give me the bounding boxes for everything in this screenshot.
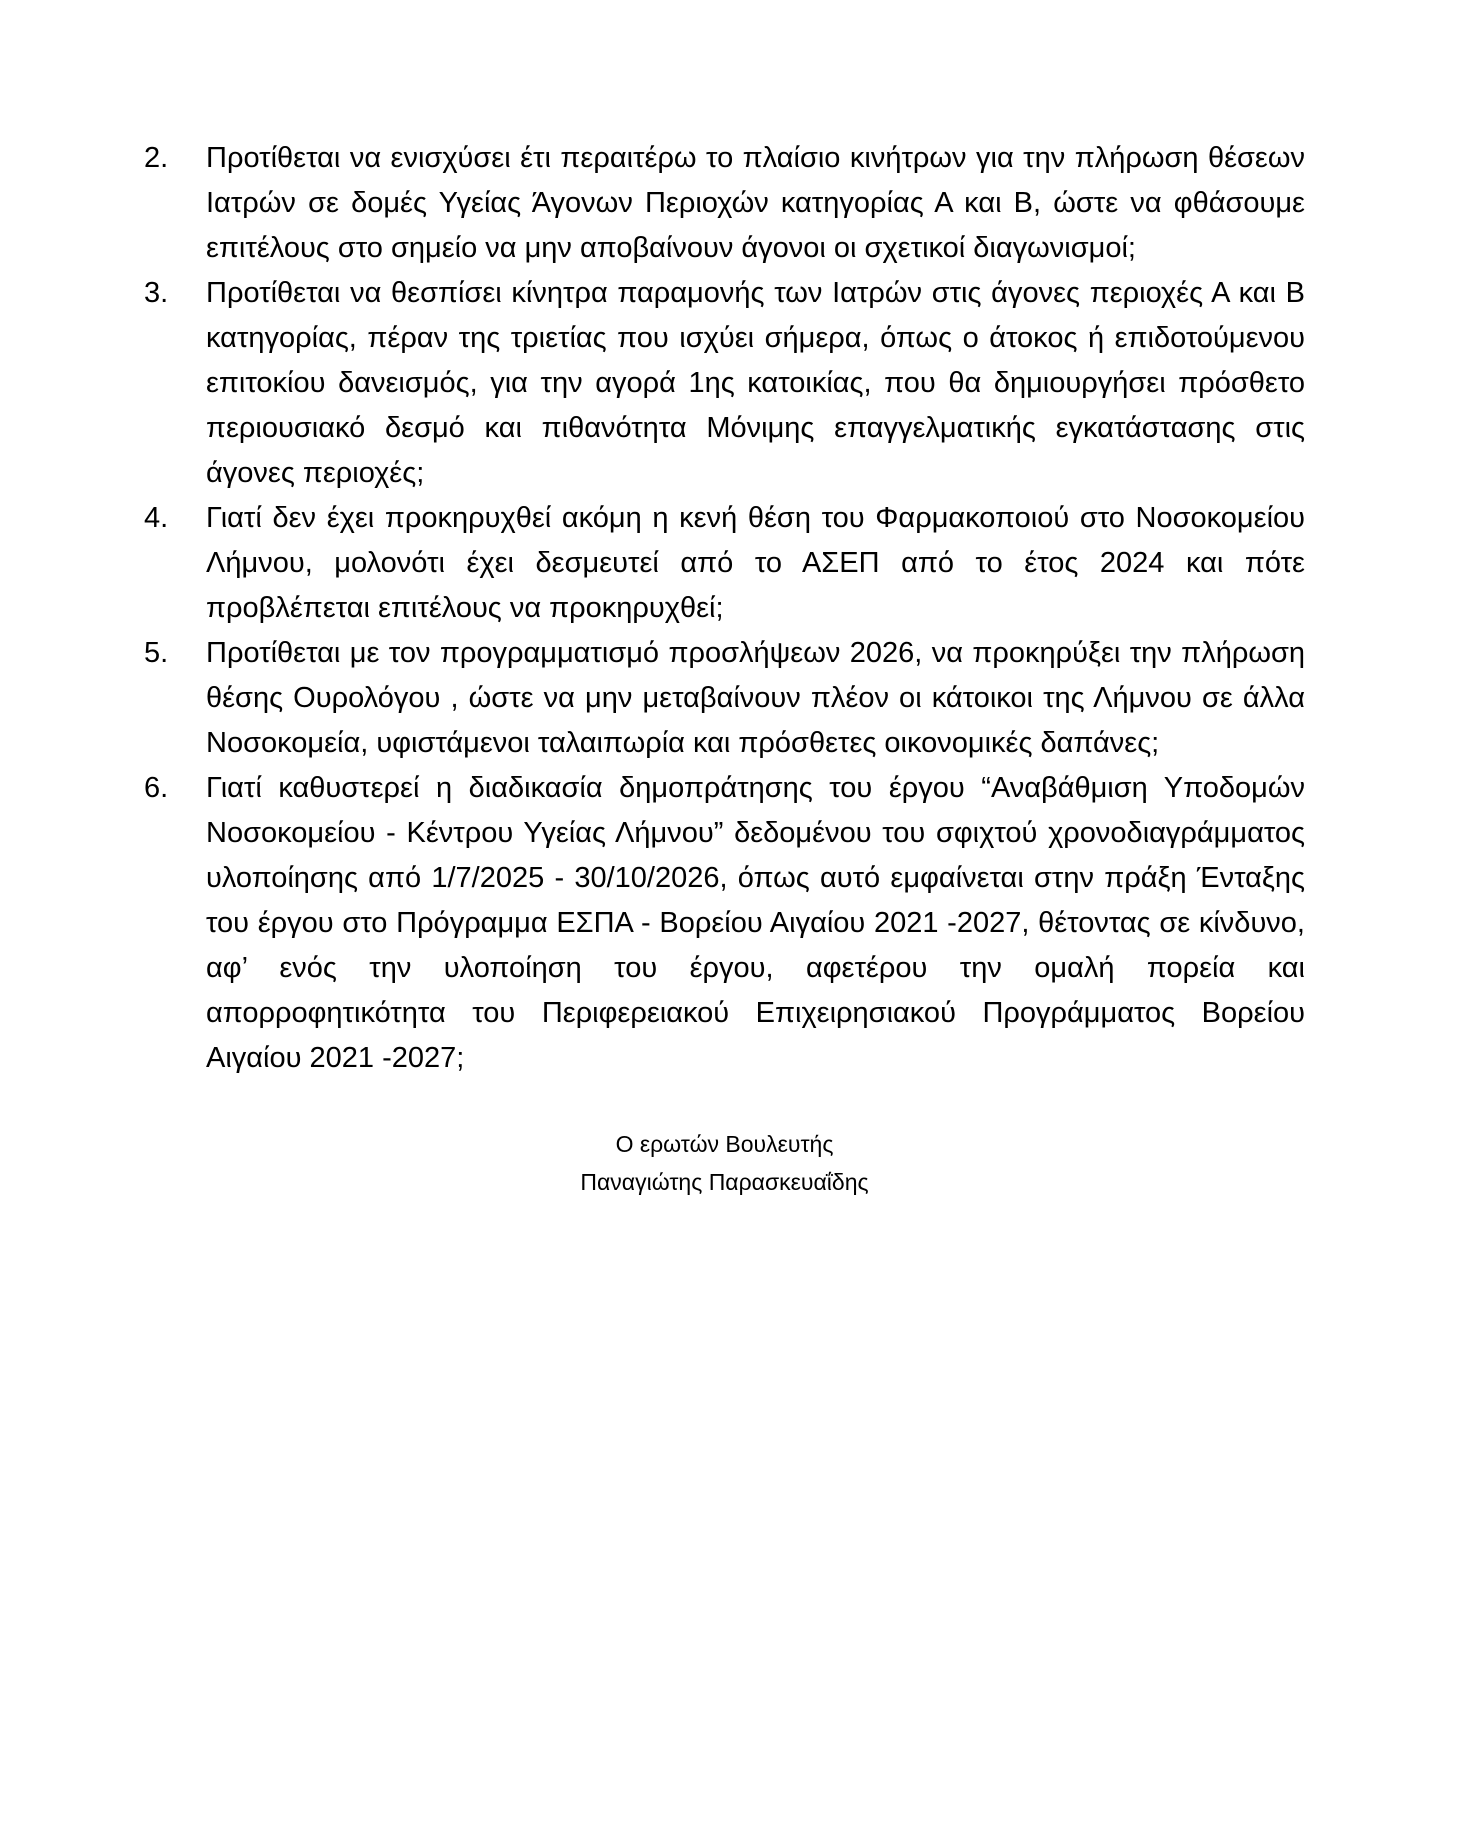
question-item-text: Γιατί καθυστερεί η διαδικασία δημοπράτησης του έργου “Αναβάθμιση Υποδομών Νοσοκομείου - Κέντρου Υγείας Λήμνου” δεδομένου του σφιχτού χρονοδιαγράμματος υλοποίησης από 1/7/2025 - 30/10/2026, όπως αυτό εμφαίνεται στην πράξη Ένταξης του έργου στο Πρόγραμμα ΕΣΠΑ - Βορείου Αιγαίου 2021 -2027, θέτοντας σε κίνδυνο, αφ’ ενός την υλοποίηση του έργου, αφετέρου την ομαλή πορεία και απορροφητικότητα του Περιφερειακού Επιχειρησιακού Προγράμματος Βορείου Αιγαίου 2021 -2027;	[206, 772, 1305, 1074]
signature-role: Ο ερωτών Βουλευτής	[615, 1131, 834, 1157]
question-item-number: 5.	[144, 637, 169, 669]
question-item-text: Προτίθεται με τον προγραμματισμό προσλήψεων 2026, να προκηρύξει την πλήρωση θέσης Ουρολόγου , ώστε να μην μεταβαίνουν πλέον οι κάτοικοι της Λήμνου σε άλλα Νοσοκομεία, υφιστάμενοι ταλαιπωρία και πρόσθετες οικονομικές δαπάνες;	[206, 637, 1305, 759]
question-item	[144, 766, 1305, 1081]
signature-name: Παναγιώτης Παρασκευαΐδης	[580, 1169, 869, 1195]
signature-block	[144, 1125, 1305, 1201]
question-item-text: Γιατί δεν έχει προκηρυχθεί ακόμη η κενή θέση του Φαρμακοποιού στο Νοσοκομείου Λήμνου, μολονότι έχει δεσμευτεί από το ΑΣΕΠ από το έτος 2024 και πότε προβλέπεται επιτέλους να προκηρυχθεί;	[206, 502, 1305, 624]
question-item-text: Προτίθεται να θεσπίσει κίνητρα παραμονής των Ιατρών στις άγονες περιοχές Α και Β κατηγορίας, πέραν της τριετίας που ισχύει σήμερα, όπως ο άτοκος ή επιδοτούμενου επιτοκίου δανεισμός, για την αγορά 1ης κατοικίας, που θα δημιουργήσει πρόσθετο περιουσιακό δεσμό και πιθανότητα Μόνιμης επαγγελματικής εγκατάστασης στις άγονες περιοχές;	[206, 277, 1305, 489]
document-body	[144, 136, 1305, 1201]
question-item-number: 3.	[144, 277, 169, 309]
question-item-number: 6.	[144, 772, 169, 804]
question-item	[144, 136, 1305, 271]
question-item	[144, 271, 1305, 496]
question-item-number: 4.	[144, 502, 169, 534]
question-item-number: 2.	[144, 142, 169, 174]
question-item	[144, 631, 1305, 766]
question-item-text: Προτίθεται να ενισχύσει έτι περαιτέρω το πλαίσιο κινήτρων για την πλήρωση θέσεων Ιατρών σε δομές Υγείας Άγονων Περιοχών κατηγορίας Α και Β, ώστε να φθάσουμε επιτέλους στο σημείο να μην αποβαίνουν άγονοι οι σχετικοί διαγωνισμοί;	[206, 142, 1305, 264]
question-item	[144, 496, 1305, 631]
